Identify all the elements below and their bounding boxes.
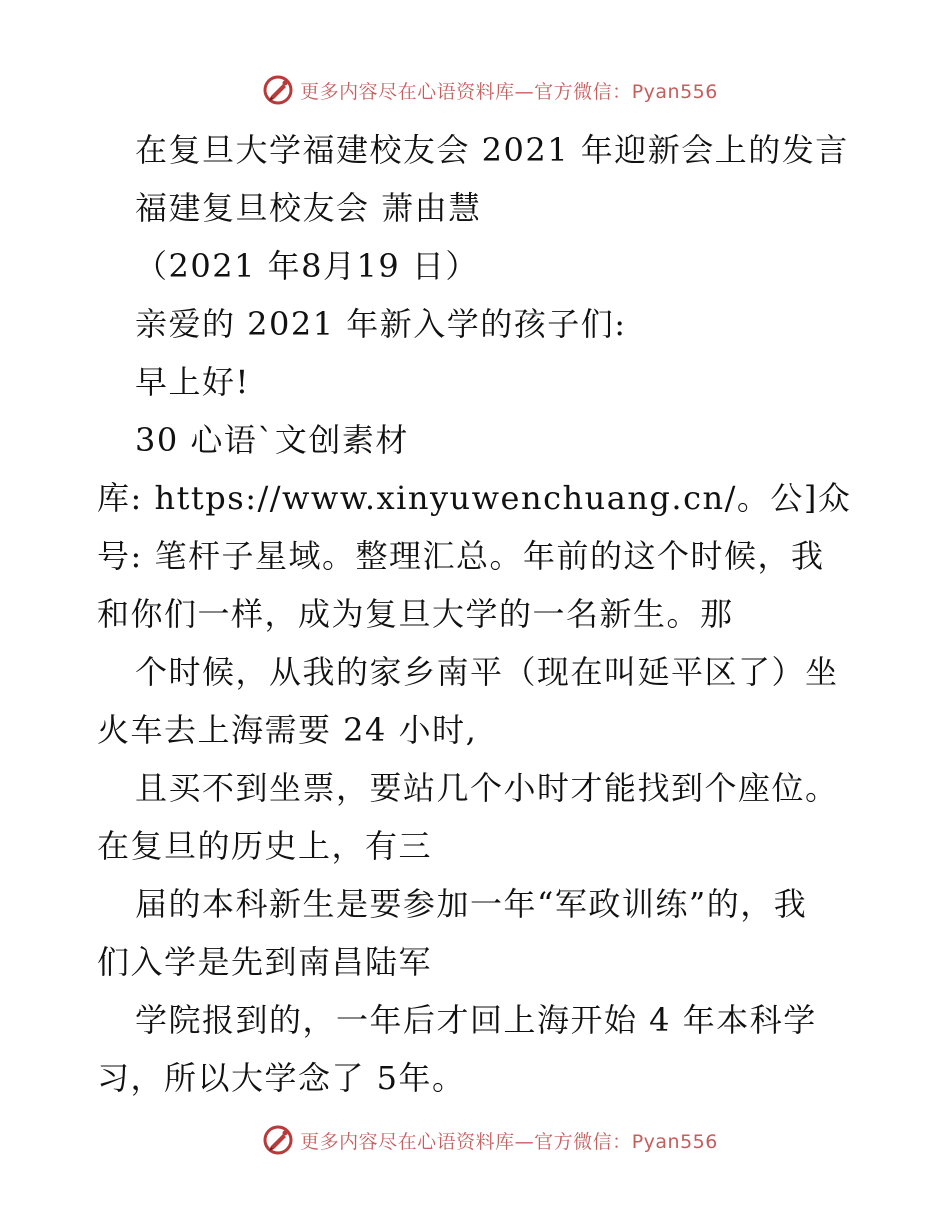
body-line: 号: 笔杆子星域。整理汇总。年前的这个时候，我 bbox=[97, 537, 825, 575]
banner-group bbox=[262, 1124, 718, 1156]
body-line: 在复旦的历史上，有三 bbox=[97, 827, 433, 865]
body-line: 习，所以大学念了 5年。 bbox=[97, 1059, 466, 1097]
banner-text: 更多内容尽在心语资料库—官方微信：Pyan556 bbox=[300, 80, 718, 103]
pen-logo-icon bbox=[262, 1124, 294, 1156]
greeting: 早上好! bbox=[135, 363, 250, 401]
header-banner bbox=[0, 70, 950, 110]
body-line: 学院报到的，一年后才回上海开始 4 年本科学 bbox=[135, 1001, 817, 1039]
body-line: 们入学是先到南昌陆军 bbox=[97, 943, 433, 981]
body-line: 火车去上海需要 24 小时, bbox=[97, 711, 478, 749]
body-line: 届的本科新生是要参加一年“军政训练”的，我 bbox=[135, 885, 808, 923]
body-line: 且买不到坐票，要站几个小时才能找到个座位。 bbox=[135, 769, 839, 807]
banner-group bbox=[262, 74, 718, 106]
body-line: 和你们一样，成为复旦大学的一名新生。那 bbox=[97, 595, 734, 633]
document-title: 在复旦大学福建校友会 2021 年迎新会上的发言 bbox=[135, 131, 849, 169]
banner-text: 更多内容尽在心语资料库—官方微信：Pyan556 bbox=[300, 1130, 718, 1153]
date-line: （2021 年8月19 日） bbox=[135, 247, 479, 285]
author-line: 福建复旦校友会 萧由慧 bbox=[135, 189, 482, 227]
body-line: 30 心语`文创素材 bbox=[135, 421, 409, 459]
pen-logo-icon bbox=[262, 74, 294, 106]
body-line: 个时候，从我的家乡南平（现在叫延平区了）坐 bbox=[135, 653, 839, 691]
salutation: 亲爱的 2021 年新入学的孩子们: bbox=[135, 305, 627, 343]
footer-banner bbox=[0, 1120, 950, 1160]
body-line: 库: https://www.xinyuwenchuang.cn/。公]众 bbox=[97, 479, 852, 517]
